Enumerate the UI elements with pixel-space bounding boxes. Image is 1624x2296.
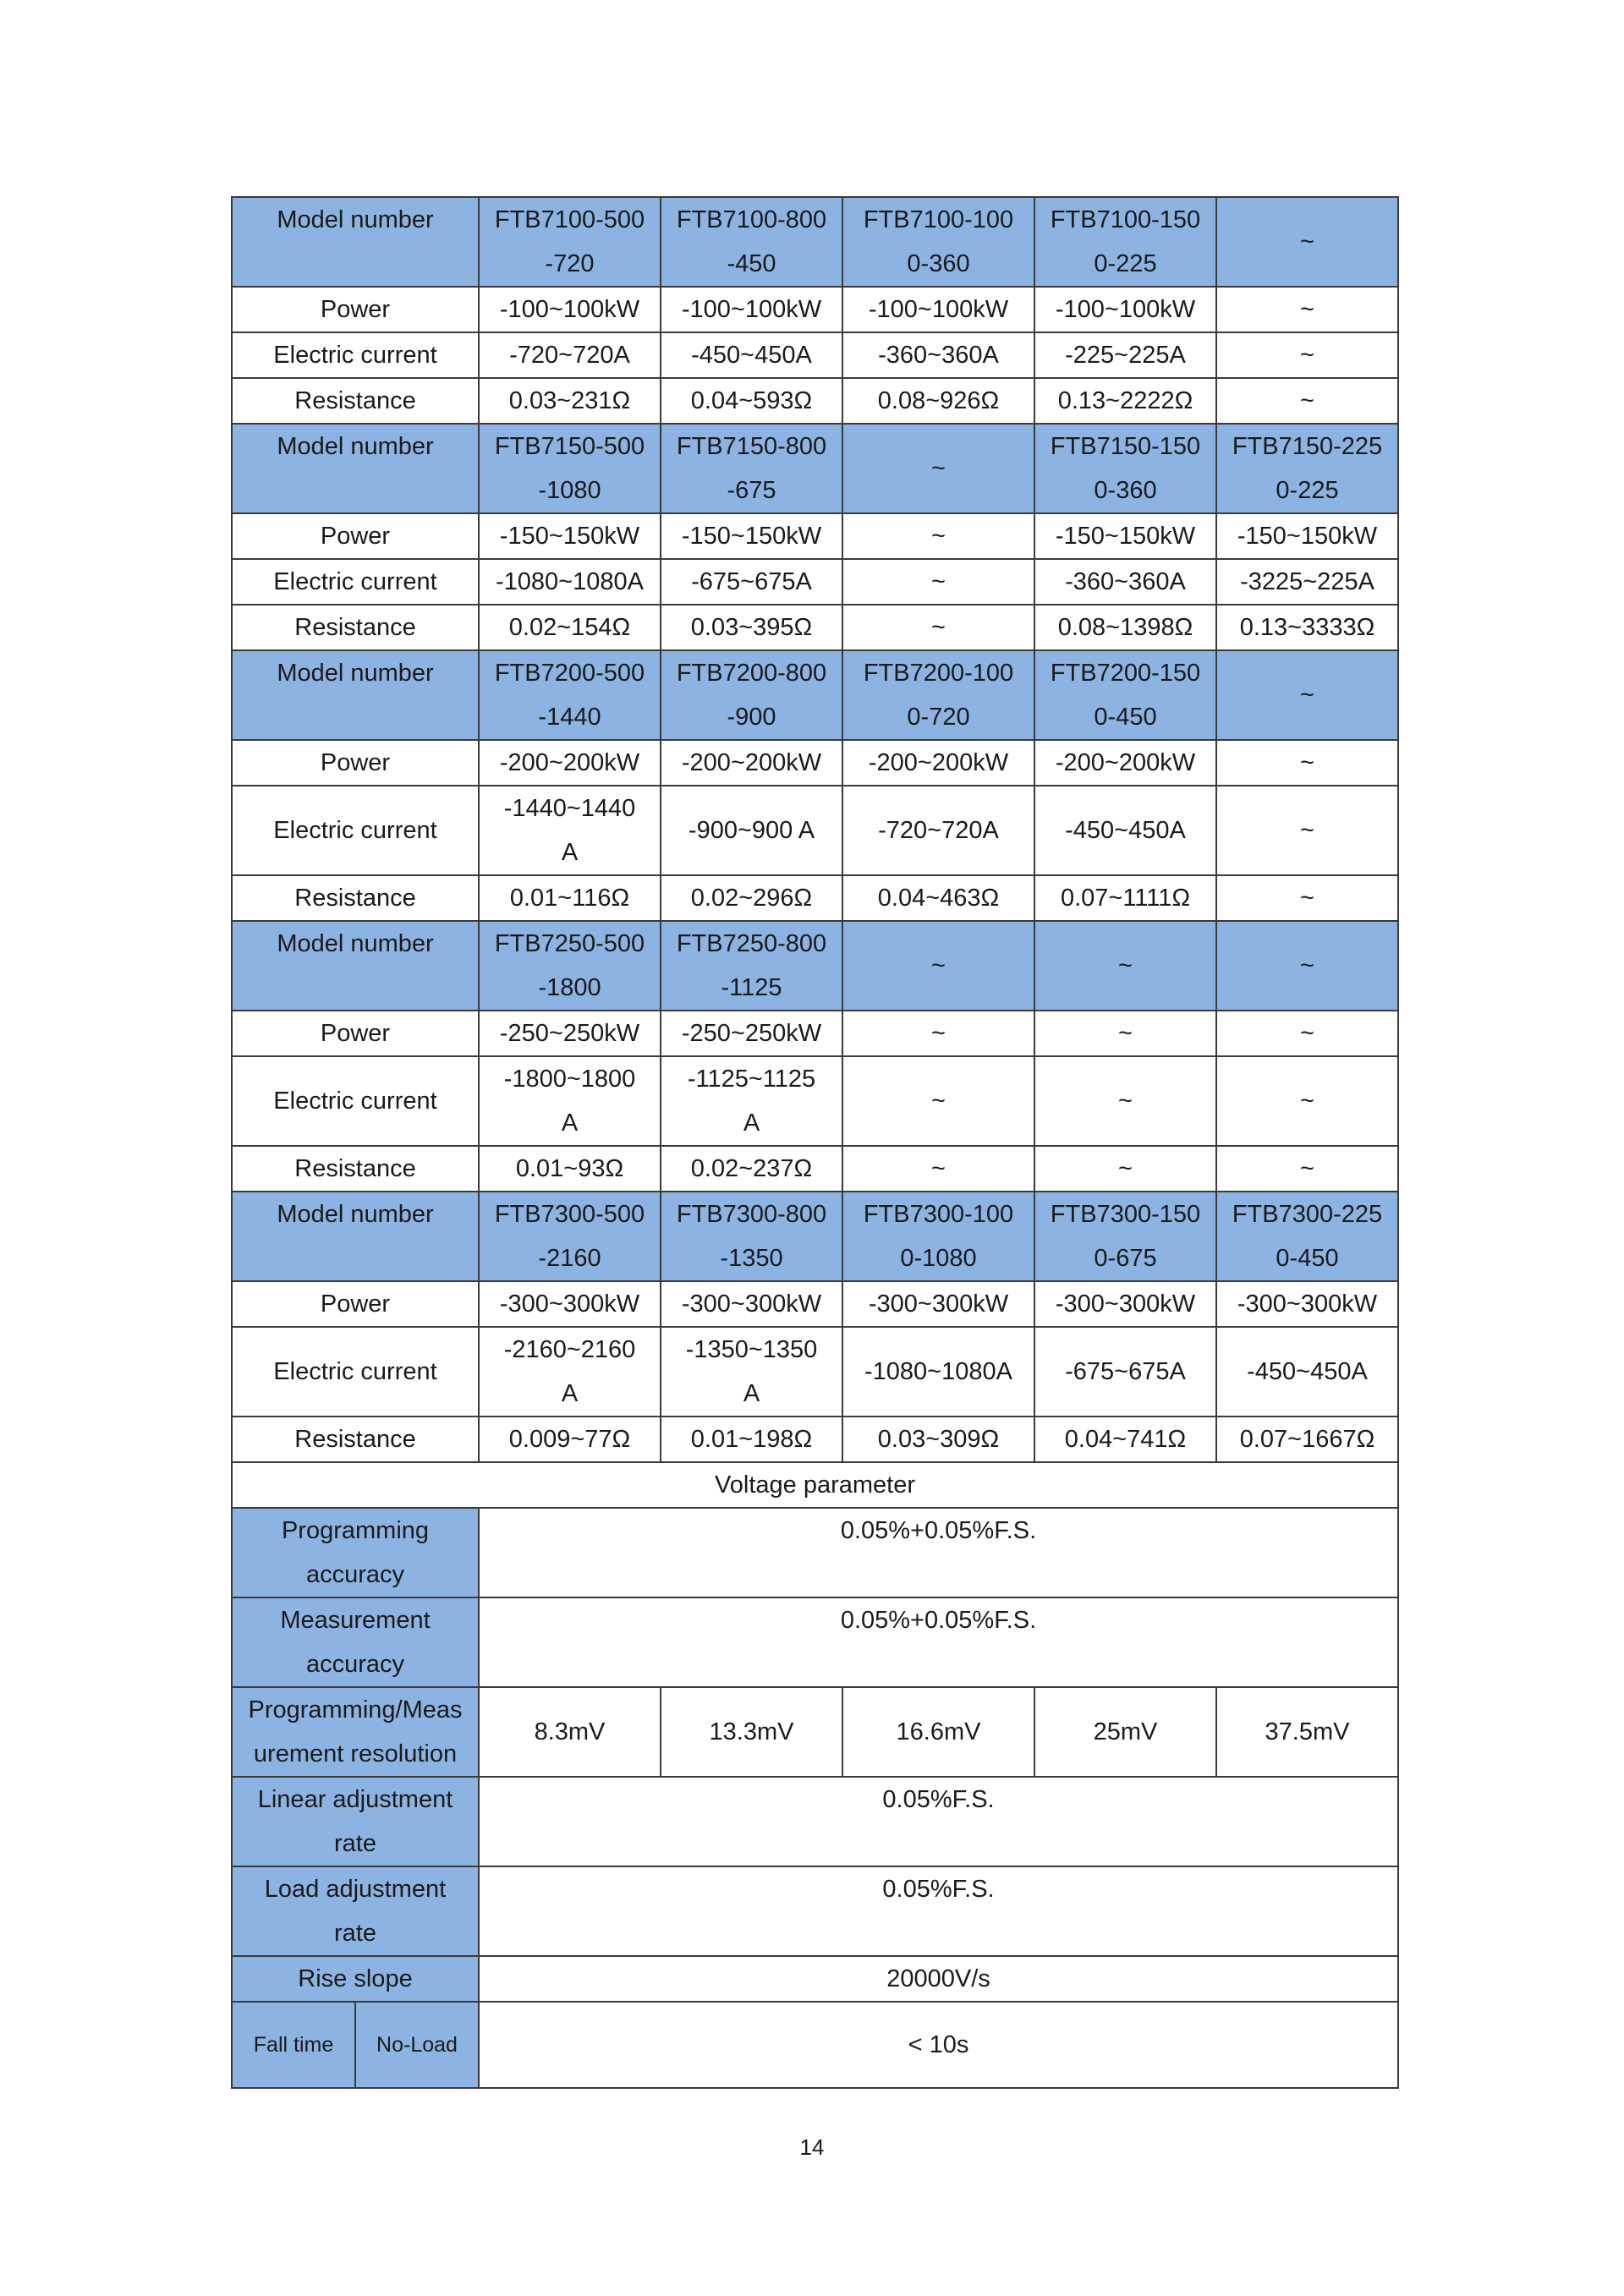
rise-slope-label: Rise slope xyxy=(232,1956,479,2002)
spec-table xyxy=(231,196,1399,2089)
power-cell: -200~200kW xyxy=(1034,740,1216,786)
load-adjustment-label: Load adjustment rate xyxy=(232,1866,479,1956)
resistance-cell: 0.01~116Ω xyxy=(479,875,661,921)
table-row xyxy=(232,1597,1398,1687)
resistance-cell: ~ xyxy=(842,605,1034,650)
resolution-cell: 16.6mV xyxy=(842,1687,1034,1777)
power-cell: ~ xyxy=(842,1011,1034,1056)
table-row xyxy=(232,1687,1398,1777)
resistance-cell: 0.02~154Ω xyxy=(479,605,661,650)
model-number-cell: ~ xyxy=(1216,197,1398,287)
resistance-cell: 0.03~231Ω xyxy=(479,378,661,424)
resolution-cell: 8.3mV xyxy=(479,1687,661,1777)
power-cell: -100~100kW xyxy=(1034,287,1216,332)
power-label: Power xyxy=(232,513,479,559)
electric-current-cell: -900~900 A xyxy=(661,786,842,875)
resistance-cell: 0.13~2222Ω xyxy=(1034,378,1216,424)
table-row xyxy=(232,605,1398,650)
power-cell: -100~100kW xyxy=(479,287,661,332)
power-cell: -200~200kW xyxy=(661,740,842,786)
power-cell: -150~150kW xyxy=(479,513,661,559)
resistance-cell: 0.04~741Ω xyxy=(1034,1417,1216,1462)
model-number-cell: FTB7100-800 -450 xyxy=(661,197,842,287)
resistance-cell: 0.02~237Ω xyxy=(661,1146,842,1192)
power-cell: -300~300kW xyxy=(1216,1281,1398,1327)
table-row xyxy=(232,1146,1398,1192)
table-row xyxy=(232,921,1398,1011)
model-number-cell: FTB7200-500 -1440 xyxy=(479,650,661,740)
table-row xyxy=(232,1192,1398,1281)
power-cell: -250~250kW xyxy=(479,1011,661,1056)
model-number-cell: ~ xyxy=(1216,650,1398,740)
electric-current-cell: -720~720A xyxy=(479,332,661,378)
table-row xyxy=(232,786,1398,875)
electric-current-cell: -675~675A xyxy=(1034,1327,1216,1417)
model-number-cell: FTB7300-100 0-1080 xyxy=(842,1192,1034,1281)
electric-current-cell: -1440~1440 A xyxy=(479,786,661,875)
electric-current-cell: -1080~1080A xyxy=(842,1327,1034,1417)
table-row xyxy=(232,875,1398,921)
electric-current-cell: ~ xyxy=(1216,1056,1398,1146)
model-number-cell: FTB7150-150 0-360 xyxy=(1034,424,1216,513)
electric-current-label: Electric current xyxy=(232,1327,479,1417)
power-cell: ~ xyxy=(1034,1011,1216,1056)
power-cell: ~ xyxy=(842,513,1034,559)
power-cell: -200~200kW xyxy=(479,740,661,786)
table-row xyxy=(232,740,1398,786)
power-cell: -300~300kW xyxy=(661,1281,842,1327)
table-row xyxy=(232,1866,1398,1956)
resolution-label: Programming/Meas urement resolution xyxy=(232,1687,479,1777)
electric-current-cell: -1350~1350 A xyxy=(661,1327,842,1417)
resistance-label: Resistance xyxy=(232,1146,479,1192)
power-cell: -200~200kW xyxy=(842,740,1034,786)
power-cell: ~ xyxy=(1216,287,1398,332)
table-row xyxy=(232,1462,1398,1508)
table-row xyxy=(232,513,1398,559)
model-number-cell: FTB7250-800 -1125 xyxy=(661,921,842,1011)
resistance-cell: ~ xyxy=(842,1146,1034,1192)
power-cell: -300~300kW xyxy=(1034,1281,1216,1327)
power-cell: ~ xyxy=(1216,1011,1398,1056)
resistance-cell: 0.01~198Ω xyxy=(661,1417,842,1462)
table-row xyxy=(232,1508,1398,1597)
resistance-cell: ~ xyxy=(1216,1146,1398,1192)
electric-current-cell: -1080~1080A xyxy=(479,559,661,605)
electric-current-cell: -1800~1800 A xyxy=(479,1056,661,1146)
resistance-cell: 0.03~309Ω xyxy=(842,1417,1034,1462)
model-number-cell: ~ xyxy=(1216,921,1398,1011)
resistance-cell: ~ xyxy=(1216,875,1398,921)
power-cell: ~ xyxy=(1216,740,1398,786)
resistance-cell: 0.07~1667Ω xyxy=(1216,1417,1398,1462)
resistance-cell: 0.009~77Ω xyxy=(479,1417,661,1462)
fall-time-value: < 10s xyxy=(479,2002,1398,2088)
table-row xyxy=(232,332,1398,378)
electric-current-cell: -3225~225A xyxy=(1216,559,1398,605)
resistance-cell: 0.13~3333Ω xyxy=(1216,605,1398,650)
electric-current-cell: ~ xyxy=(1216,786,1398,875)
model-number-label: Model number xyxy=(232,921,479,1011)
electric-current-cell: -225~225A xyxy=(1034,332,1216,378)
voltage-parameter-heading: Voltage parameter xyxy=(232,1462,1398,1508)
fall-time-label: Fall time xyxy=(232,2002,355,2088)
electric-current-cell: -720~720A xyxy=(842,786,1034,875)
spec-table-body xyxy=(232,197,1398,2088)
model-number-cell: FTB7300-225 0-450 xyxy=(1216,1192,1398,1281)
resistance-cell: 0.04~593Ω xyxy=(661,378,842,424)
model-number-cell: ~ xyxy=(842,424,1034,513)
model-number-label: Model number xyxy=(232,1192,479,1281)
resistance-label: Resistance xyxy=(232,605,479,650)
resistance-label: Resistance xyxy=(232,875,479,921)
resistance-label: Resistance xyxy=(232,1417,479,1462)
table-row xyxy=(232,1417,1398,1462)
programming-accuracy-label: Programming accuracy xyxy=(232,1508,479,1597)
electric-current-cell: -450~450A xyxy=(1216,1327,1398,1417)
load-adjustment-value: 0.05%F.S. xyxy=(479,1866,1398,1956)
no-load-label: No-Load xyxy=(355,2002,479,2088)
model-number-cell: FTB7250-500 -1800 xyxy=(479,921,661,1011)
table-row xyxy=(232,1011,1398,1056)
resolution-cell: 25mV xyxy=(1034,1687,1216,1777)
resistance-cell: 0.03~395Ω xyxy=(661,605,842,650)
resistance-cell: ~ xyxy=(1216,378,1398,424)
table-row xyxy=(232,197,1398,287)
model-number-cell: FTB7200-150 0-450 xyxy=(1034,650,1216,740)
electric-current-cell: ~ xyxy=(842,1056,1034,1146)
resistance-cell: 0.02~296Ω xyxy=(661,875,842,921)
table-row xyxy=(232,650,1398,740)
resistance-label: Resistance xyxy=(232,378,479,424)
model-number-label: Model number xyxy=(232,197,479,287)
table-row xyxy=(232,1956,1398,2002)
electric-current-cell: -360~360A xyxy=(1034,559,1216,605)
resistance-cell: 0.01~93Ω xyxy=(479,1146,661,1192)
resolution-cell: 37.5mV xyxy=(1216,1687,1398,1777)
electric-current-cell: ~ xyxy=(1034,1056,1216,1146)
model-number-cell: FTB7100-500 -720 xyxy=(479,197,661,287)
power-cell: -300~300kW xyxy=(842,1281,1034,1327)
rise-slope-value: 20000V/s xyxy=(479,1956,1398,2002)
resistance-cell: 0.07~1111Ω xyxy=(1034,875,1216,921)
power-cell: -150~150kW xyxy=(661,513,842,559)
table-row xyxy=(232,2002,1398,2088)
resistance-cell: 0.08~1398Ω xyxy=(1034,605,1216,650)
table-row xyxy=(232,287,1398,332)
table-row xyxy=(232,424,1398,513)
model-number-cell: ~ xyxy=(1034,921,1216,1011)
page-number: 14 xyxy=(799,2134,825,2160)
power-cell: -300~300kW xyxy=(479,1281,661,1327)
resistance-cell: 0.04~463Ω xyxy=(842,875,1034,921)
table-row xyxy=(232,1327,1398,1417)
power-label: Power xyxy=(232,740,479,786)
table-row xyxy=(232,1777,1398,1866)
table-row xyxy=(232,1056,1398,1146)
electric-current-label: Electric current xyxy=(232,559,479,605)
model-number-cell: FTB7200-800 -900 xyxy=(661,650,842,740)
electric-current-cell: -450~450A xyxy=(661,332,842,378)
power-label: Power xyxy=(232,1011,479,1056)
model-number-label: Model number xyxy=(232,650,479,740)
electric-current-label: Electric current xyxy=(232,786,479,875)
electric-current-cell: -450~450A xyxy=(1034,786,1216,875)
electric-current-cell: ~ xyxy=(1216,332,1398,378)
model-number-cell: FTB7200-100 0-720 xyxy=(842,650,1034,740)
electric-current-cell: -675~675A xyxy=(661,559,842,605)
resolution-cell: 13.3mV xyxy=(661,1687,842,1777)
electric-current-label: Electric current xyxy=(232,1056,479,1146)
resistance-cell: ~ xyxy=(1034,1146,1216,1192)
power-label: Power xyxy=(232,287,479,332)
model-number-cell: ~ xyxy=(842,921,1034,1011)
power-cell: -150~150kW xyxy=(1216,513,1398,559)
model-number-label: Model number xyxy=(232,424,479,513)
power-cell: -100~100kW xyxy=(842,287,1034,332)
table-row xyxy=(232,559,1398,605)
power-cell: -100~100kW xyxy=(661,287,842,332)
power-label: Power xyxy=(232,1281,479,1327)
model-number-cell: FTB7150-800 -675 xyxy=(661,424,842,513)
model-number-cell: FTB7150-225 0-225 xyxy=(1216,424,1398,513)
electric-current-label: Electric current xyxy=(232,332,479,378)
model-number-cell: FTB7300-800 -1350 xyxy=(661,1192,842,1281)
power-cell: -250~250kW xyxy=(661,1011,842,1056)
electric-current-cell: -360~360A xyxy=(842,332,1034,378)
table-row xyxy=(232,378,1398,424)
programming-accuracy-value: 0.05%+0.05%F.S. xyxy=(479,1508,1398,1597)
electric-current-cell: ~ xyxy=(842,559,1034,605)
resistance-cell: 0.08~926Ω xyxy=(842,378,1034,424)
measurement-accuracy-label: Measurement accuracy xyxy=(232,1597,479,1687)
table-row xyxy=(232,1281,1398,1327)
model-number-cell: FTB7150-500 -1080 xyxy=(479,424,661,513)
linear-adjustment-value: 0.05%F.S. xyxy=(479,1777,1398,1866)
power-cell: -150~150kW xyxy=(1034,513,1216,559)
model-number-cell: FTB7300-500 -2160 xyxy=(479,1192,661,1281)
electric-current-cell: -2160~2160 A xyxy=(479,1327,661,1417)
electric-current-cell: -1125~1125 A xyxy=(661,1056,842,1146)
linear-adjustment-label: Linear adjustment rate xyxy=(232,1777,479,1866)
model-number-cell: FTB7100-150 0-225 xyxy=(1034,197,1216,287)
model-number-cell: FTB7100-100 0-360 xyxy=(842,197,1034,287)
model-number-cell: FTB7300-150 0-675 xyxy=(1034,1192,1216,1281)
measurement-accuracy-value: 0.05%+0.05%F.S. xyxy=(479,1597,1398,1687)
